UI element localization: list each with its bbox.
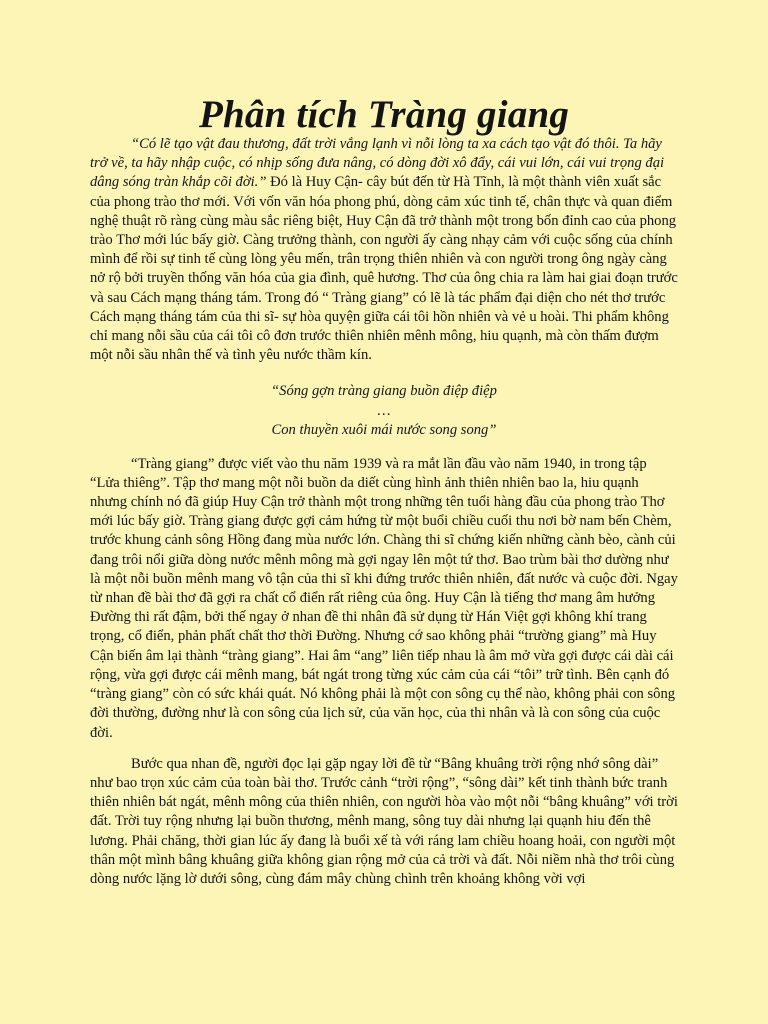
body-paragraph-3: Bước qua nhan đề, người đọc lại gặp ngay lời đề từ “Bâng khuâng trời rộng nhớ sông dài” như bao trọn xúc cảm của toàn bài thơ. Trước cảnh “trời rộng”, “sông dài” kết tinh thành bức tranh thiên nhiên bát ngát, mênh mông của thiên nhiên, con người hòa vào một nỗi “bâng khuâng” với trời đất. Trời tuy rộng nhưng lại buồn thương, mênh mang, sông tuy dài nhưng lại quạnh hiu đến thê lương. Phải chăng, thời gian lúc ấy đang là buổi xế tà với ráng lam chiều hoang hoải, con người một thân một mình bâng khuâng giữa không gian rộng mở của cả trời và đất. Nỗi niềm nhà thơ trôi cùng dòng nước lặng lờ dưới sông, cùng đám mây chùng chình trên khoảng không vời vợi (90, 755, 678, 887)
verse-line-1: “Sóng gợn tràng giang buồn điệp điệp (271, 383, 497, 400)
verse-line-2: Con thuyền xuôi mái nước song song” (271, 422, 497, 439)
opening-quote: “Có lẽ tạo vật đau thương, đất trời vắng lạnh vì nỗi lòng ta xa cách tạo vật đó thôi. Ta hãy trở về, ta hãy nhập cuộc, có nhịp sống đưa nâng, có dòng đời xô đẩy, cái vui lớn, cái vui trọng đại dâng sóng tràn khắp cõi đời.” (90, 136, 665, 191)
intro-text: Đó là Huy Cận- cây bút đến từ Hà Tĩnh, là một thành viên xuất sắc của phong trào thơ mới. Với vốn văn hóa phong phú, dòng cảm xúc tinh tế, chân thực và quan điểm nghệ thuật rõ ràng cùng màu sắc riêng biệt, Huy Cận đã trở thành một trong bốn đỉnh cao của phong trào Thơ mới lúc bấy giờ. Càng trưởng thành, con người ấy càng nhạy cảm với cuộc sống của chính mình để rồi sự tinh tế cùng lòng yêu mến, trân trọng thiên nhiên và con người trong ông ngày càng nở rộ bởi truyền thống văn hóa của gia đình, quê hương. Thơ của ông chia ra làm hai giai đoạn trước và sau Cách mạng tháng tám. Trong đó “ Tràng giang” có lẽ là tác phẩm đại diện cho nét thơ trước Cách mạng tháng tám của thi sĩ- sự hòa quyện giữa cái tôi hồn nhiên và vẻ u hoài. Thi phẩm không chỉ mang nỗi sầu của cái tôi cô đơn trước thiên nhiên mênh mông, hiu quạnh, mà còn thấm đượm một nỗi sầu nhân thế và tình yêu nước thầm kín. (90, 174, 678, 364)
body-paragraph-2: “Tràng giang” được viết vào thu năm 1939 và ra mắt lần đầu vào năm 1940, in trong tập “Lửa thiêng”. Tập thơ mang một nỗi buồn da diết cùng hình ảnh thiên nhiên bao la, hiu quạnh nhưng chính nó đã giúp Huy Cận trở thành một trong những tên tuổi hàng đầu của phong trào Thơ mới lúc bấy giờ. Tràng giang được gợi cảm hứng từ một buổi chiều cuối thu nơi bờ nam bến Chèm, trước khung cảnh sông Hồng đang mùa nước lớn. Chàng thi sĩ chứng kiến những cành bèo, cành củi đang trôi nổi giữa dòng nước mênh mông mà gợi ngay lên một tứ thơ. Bao trùm bài thơ dường như là một nỗi buồn mênh mang vô tận của thi sĩ khi đứng trước thiên nhiên, đất nước và cuộc đời. Ngay từ nhan đề bài thơ đã gợi ra chất cổ điển rất riêng của ông. Huy Cận là tiếng thơ mang âm hưởng Đường thi rất đậm, bởi thế ngay ở nhan đề thi nhân đã sử dụng từ Hán Việt gợi không khí trang trọng, cổ điển, phản phất chất thơ thời Đường. Nhưng cớ sao không phải “trường giang” mà Huy Cận biến âm lại thành “tràng giang”. Hai âm “ang” liên tiếp nhau là âm mở vừa gợi được cái dài cái rộng, vừa gợi được cái mênh mang, bát ngát trong từng xúc cảm của cái “tôi” trữ tình. Bên cạnh đó “tràng giang” còn có sức khái quát. Nó không phải là một con sông cụ thể nào, không phải con sông đời thường, đường như là con sông của lịch sử, của văn học, của thi nhân và là con sông của cuộc đời. (90, 455, 678, 741)
intro-paragraph (90, 135, 678, 365)
page-title: Phân tích Tràng giang (198, 93, 570, 136)
verse-ellipsis: … (377, 402, 391, 419)
